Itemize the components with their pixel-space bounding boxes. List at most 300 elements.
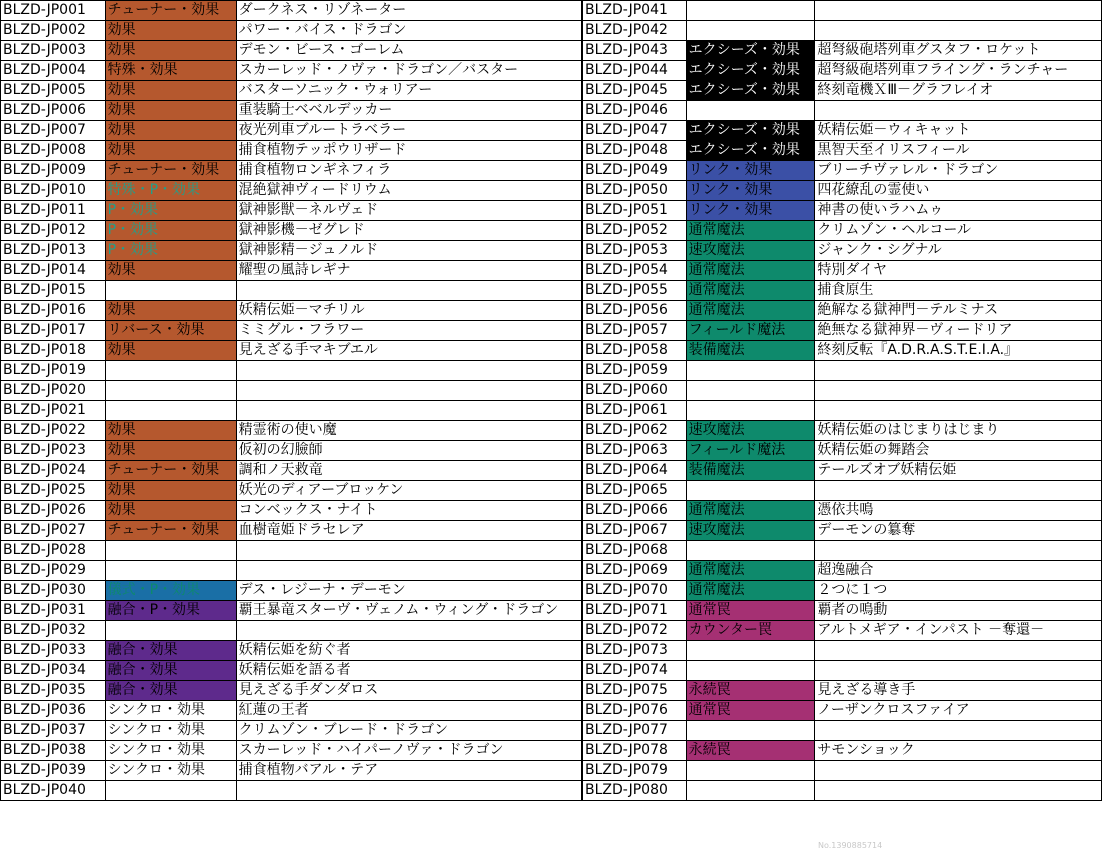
card-name-cell[interactable] — [815, 661, 1102, 681]
card-code-cell[interactable]: BLZD-JP029 — [1, 561, 106, 581]
card-name-cell[interactable]: ミミグル・フラワー — [236, 321, 581, 341]
card-code-cell[interactable]: BLZD-JP068 — [583, 541, 687, 561]
card-type-cell[interactable] — [105, 281, 236, 301]
table-row[interactable] — [583, 141, 1102, 161]
card-code-cell[interactable]: BLZD-JP050 — [583, 181, 687, 201]
card-name-cell[interactable]: 紅蓮の王者 — [236, 701, 581, 721]
card-name-cell[interactable]: スカーレッド・ノヴァ・ドラゴン／バスター — [236, 61, 581, 81]
card-type-cell[interactable] — [686, 761, 815, 781]
card-type-cell[interactable]: 融合・効果 — [105, 661, 236, 681]
card-name-cell[interactable]: 超弩級砲塔列車グスタフ・ロケット — [815, 41, 1102, 61]
card-name-cell[interactable]: 妖精伝姫の舞踏会 — [815, 441, 1102, 461]
card-code-cell[interactable]: BLZD-JP069 — [583, 561, 687, 581]
card-code-cell[interactable]: BLZD-JP063 — [583, 441, 687, 461]
card-code-cell[interactable]: BLZD-JP010 — [1, 181, 106, 201]
card-name-cell[interactable]: サモンショック — [815, 741, 1102, 761]
card-code-cell[interactable]: BLZD-JP066 — [583, 501, 687, 521]
card-name-cell[interactable]: 見えざる手マキブエル — [236, 341, 581, 361]
card-name-cell[interactable]: クリムゾン・ブレード・ドラゴン — [236, 721, 581, 741]
table-row[interactable] — [583, 1, 1102, 21]
card-type-cell[interactable] — [105, 541, 236, 561]
card-name-cell[interactable]: 捕食植物ロンギネフィラ — [236, 161, 581, 181]
card-name-cell[interactable]: 黒智天至イリスフィール — [815, 141, 1102, 161]
table-row[interactable] — [583, 21, 1102, 41]
table-row[interactable] — [583, 381, 1102, 401]
card-code-cell[interactable]: BLZD-JP072 — [583, 621, 687, 641]
card-type-cell[interactable] — [686, 101, 815, 121]
card-type-cell[interactable]: シンクロ・効果 — [105, 701, 236, 721]
table-row[interactable] — [583, 701, 1102, 721]
card-code-cell[interactable]: BLZD-JP019 — [1, 361, 106, 381]
card-type-cell[interactable]: 装備魔法 — [686, 341, 815, 361]
card-code-cell[interactable]: BLZD-JP043 — [583, 41, 687, 61]
card-type-cell[interactable]: シンクロ・効果 — [105, 761, 236, 781]
card-type-cell[interactable]: 永続罠 — [686, 681, 815, 701]
card-code-cell[interactable]: BLZD-JP055 — [583, 281, 687, 301]
card-type-cell[interactable]: シンクロ・効果 — [105, 721, 236, 741]
card-name-cell[interactable]: ダークネス・リゾネーター — [236, 1, 581, 21]
card-code-cell[interactable]: BLZD-JP013 — [1, 241, 106, 261]
card-type-cell[interactable]: 通常罠 — [686, 601, 815, 621]
table-row[interactable] — [583, 721, 1102, 741]
card-type-cell[interactable]: 効果 — [105, 101, 236, 121]
card-code-cell[interactable]: BLZD-JP042 — [583, 21, 687, 41]
card-code-cell[interactable]: BLZD-JP048 — [583, 141, 687, 161]
card-type-cell[interactable] — [686, 381, 815, 401]
table-row[interactable] — [583, 181, 1102, 201]
card-type-cell[interactable]: 効果 — [105, 261, 236, 281]
card-name-cell[interactable]: 血樹竜姫ドラセレア — [236, 521, 581, 541]
table-row[interactable] — [1, 781, 582, 801]
table-row[interactable] — [583, 681, 1102, 701]
table-row[interactable] — [583, 241, 1102, 261]
card-code-cell[interactable]: BLZD-JP074 — [583, 661, 687, 681]
card-type-cell[interactable]: 速攻魔法 — [686, 241, 815, 261]
card-name-cell[interactable]: スカーレッド・ハイパーノヴァ・ドラゴン — [236, 741, 581, 761]
card-name-cell[interactable]: クリムゾン・ヘルコール — [815, 221, 1102, 241]
card-code-cell[interactable]: BLZD-JP008 — [1, 141, 106, 161]
table-row[interactable] — [583, 641, 1102, 661]
card-code-cell[interactable]: BLZD-JP023 — [1, 441, 106, 461]
card-type-cell[interactable]: 通常魔法 — [686, 501, 815, 521]
card-type-cell[interactable]: 特殊・効果 — [105, 61, 236, 81]
table-row[interactable] — [583, 321, 1102, 341]
table-row[interactable] — [583, 741, 1102, 761]
card-name-cell[interactable] — [815, 361, 1102, 381]
table-row[interactable] — [583, 561, 1102, 581]
card-type-cell[interactable]: 通常魔法 — [686, 281, 815, 301]
card-code-cell[interactable]: BLZD-JP035 — [1, 681, 106, 701]
card-code-cell[interactable]: BLZD-JP030 — [1, 581, 106, 601]
table-row[interactable] — [1, 201, 582, 221]
table-row[interactable] — [1, 441, 582, 461]
table-row[interactable] — [583, 301, 1102, 321]
table-row[interactable] — [1, 141, 582, 161]
card-name-cell[interactable]: 妖精伝姫－マチリル — [236, 301, 581, 321]
table-row[interactable] — [1, 681, 582, 701]
card-type-cell[interactable] — [105, 561, 236, 581]
table-row[interactable] — [583, 341, 1102, 361]
card-code-cell[interactable]: BLZD-JP027 — [1, 521, 106, 541]
card-type-cell[interactable]: 効果 — [105, 21, 236, 41]
table-row[interactable] — [583, 261, 1102, 281]
table-row[interactable] — [1, 741, 582, 761]
card-name-cell[interactable] — [236, 621, 581, 641]
card-type-cell[interactable]: 効果 — [105, 301, 236, 321]
table-row[interactable] — [583, 521, 1102, 541]
card-type-cell[interactable] — [105, 381, 236, 401]
table-row[interactable] — [1, 1, 582, 21]
card-type-cell[interactable]: 速攻魔法 — [686, 421, 815, 441]
card-name-cell[interactable]: 見えざる手ダンダロス — [236, 681, 581, 701]
table-row[interactable] — [1, 641, 582, 661]
card-type-cell[interactable] — [686, 541, 815, 561]
table-row[interactable] — [583, 221, 1102, 241]
card-name-cell[interactable]: 妖光のディアーブロッケン — [236, 481, 581, 501]
card-type-cell[interactable]: カウンター罠 — [686, 621, 815, 641]
card-name-cell[interactable] — [815, 781, 1102, 801]
card-type-cell[interactable] — [686, 361, 815, 381]
card-code-cell[interactable]: BLZD-JP003 — [1, 41, 106, 61]
card-type-cell[interactable]: 装備魔法 — [686, 461, 815, 481]
card-code-cell[interactable]: BLZD-JP078 — [583, 741, 687, 761]
table-row[interactable] — [1, 181, 582, 201]
card-name-cell[interactable]: 妖精伝姫を紡ぐ者 — [236, 641, 581, 661]
table-row[interactable] — [1, 221, 582, 241]
card-name-cell[interactable] — [236, 381, 581, 401]
table-row[interactable] — [1, 121, 582, 141]
card-name-cell[interactable]: 四花繚乱の霊使い — [815, 181, 1102, 201]
card-type-cell[interactable] — [686, 481, 815, 501]
card-type-cell[interactable]: エクシーズ・効果 — [686, 81, 815, 101]
card-type-cell[interactable]: 通常魔法 — [686, 561, 815, 581]
card-code-cell[interactable]: BLZD-JP037 — [1, 721, 106, 741]
card-type-cell[interactable]: P・効果 — [105, 201, 236, 221]
card-code-cell[interactable]: BLZD-JP038 — [1, 741, 106, 761]
card-name-cell[interactable] — [815, 101, 1102, 121]
card-type-cell[interactable]: リンク・効果 — [686, 201, 815, 221]
card-code-cell[interactable]: BLZD-JP077 — [583, 721, 687, 741]
card-type-cell[interactable]: 効果 — [105, 501, 236, 521]
card-name-cell[interactable]: ２つに１つ — [815, 581, 1102, 601]
card-code-cell[interactable]: BLZD-JP009 — [1, 161, 106, 181]
table-row[interactable] — [583, 281, 1102, 301]
card-code-cell[interactable]: BLZD-JP080 — [583, 781, 687, 801]
card-code-cell[interactable]: BLZD-JP076 — [583, 701, 687, 721]
card-name-cell[interactable]: デーモンの簒奪 — [815, 521, 1102, 541]
card-name-cell[interactable]: 混絶獄神ヴィードリウム — [236, 181, 581, 201]
card-type-cell[interactable]: シンクロ・効果 — [105, 741, 236, 761]
card-name-cell[interactable]: 神書の使いラハムゥ — [815, 201, 1102, 221]
card-name-cell[interactable]: テールズオブ妖精伝姫 — [815, 461, 1102, 481]
card-type-cell[interactable]: 速攻魔法 — [686, 521, 815, 541]
card-name-cell[interactable]: 絶無なる獄神界－ヴィードリア — [815, 321, 1102, 341]
card-name-cell[interactable]: 夜光列車ブルートラベラー — [236, 121, 581, 141]
card-name-cell[interactable] — [815, 481, 1102, 501]
card-code-cell[interactable]: BLZD-JP040 — [1, 781, 106, 801]
table-row[interactable] — [583, 661, 1102, 681]
card-name-cell[interactable]: 絶解なる獄神門－テルミナス — [815, 301, 1102, 321]
card-type-cell[interactable] — [686, 641, 815, 661]
card-type-cell[interactable] — [686, 21, 815, 41]
table-row[interactable] — [583, 761, 1102, 781]
table-row[interactable] — [1, 561, 582, 581]
card-type-cell[interactable]: 効果 — [105, 441, 236, 461]
card-type-cell[interactable]: 効果 — [105, 421, 236, 441]
card-code-cell[interactable]: BLZD-JP067 — [583, 521, 687, 541]
card-name-cell[interactable] — [236, 541, 581, 561]
card-name-cell[interactable] — [236, 561, 581, 581]
table-row[interactable] — [583, 481, 1102, 501]
card-name-cell[interactable]: 終刻竜機ＸⅢ－グラフレイオ — [815, 81, 1102, 101]
card-type-cell[interactable]: フィールド魔法 — [686, 441, 815, 461]
table-row[interactable] — [583, 121, 1102, 141]
table-row[interactable] — [583, 61, 1102, 81]
card-code-cell[interactable]: BLZD-JP064 — [583, 461, 687, 481]
card-code-cell[interactable]: BLZD-JP018 — [1, 341, 106, 361]
table-row[interactable] — [1, 581, 582, 601]
card-code-cell[interactable]: BLZD-JP024 — [1, 461, 106, 481]
card-name-cell[interactable] — [815, 1, 1102, 21]
table-row[interactable] — [583, 81, 1102, 101]
card-type-cell[interactable]: リバース・効果 — [105, 321, 236, 341]
card-type-cell[interactable]: エクシーズ・効果 — [686, 41, 815, 61]
card-name-cell[interactable] — [236, 281, 581, 301]
card-code-cell[interactable]: BLZD-JP060 — [583, 381, 687, 401]
card-code-cell[interactable]: BLZD-JP021 — [1, 401, 106, 421]
card-name-cell[interactable] — [815, 381, 1102, 401]
card-type-cell[interactable]: エクシーズ・効果 — [686, 141, 815, 161]
card-type-cell[interactable]: 効果 — [105, 81, 236, 101]
card-type-cell[interactable]: 通常魔法 — [686, 301, 815, 321]
card-name-cell[interactable]: 獄神影精－ジュノルド — [236, 241, 581, 261]
card-type-cell[interactable] — [686, 1, 815, 21]
card-name-cell[interactable]: 獄神影獣－ネルヴェド — [236, 201, 581, 221]
card-name-cell[interactable] — [815, 721, 1102, 741]
card-code-cell[interactable]: BLZD-JP079 — [583, 761, 687, 781]
card-code-cell[interactable]: BLZD-JP012 — [1, 221, 106, 241]
table-row[interactable] — [583, 781, 1102, 801]
card-type-cell[interactable]: 通常魔法 — [686, 261, 815, 281]
table-row[interactable] — [1, 401, 582, 421]
table-row[interactable] — [583, 41, 1102, 61]
card-type-cell[interactable]: チューナー・効果 — [105, 521, 236, 541]
card-type-cell[interactable]: チューナー・効果 — [105, 161, 236, 181]
card-code-cell[interactable]: BLZD-JP049 — [583, 161, 687, 181]
card-code-cell[interactable]: BLZD-JP014 — [1, 261, 106, 281]
card-code-cell[interactable]: BLZD-JP004 — [1, 61, 106, 81]
card-name-cell[interactable]: デモン・ビース・ゴーレム — [236, 41, 581, 61]
card-name-cell[interactable]: パワー・バイス・ドラゴン — [236, 21, 581, 41]
card-name-cell[interactable]: 調和ノ天救竜 — [236, 461, 581, 481]
card-code-cell[interactable]: BLZD-JP058 — [583, 341, 687, 361]
card-type-cell[interactable] — [105, 401, 236, 421]
table-row[interactable] — [1, 281, 582, 301]
card-code-cell[interactable]: BLZD-JP065 — [583, 481, 687, 501]
table-row[interactable] — [1, 661, 582, 681]
card-type-cell[interactable] — [686, 401, 815, 421]
table-row[interactable] — [583, 421, 1102, 441]
card-name-cell[interactable]: 耀聖の風詩レギナ — [236, 261, 581, 281]
table-row[interactable] — [1, 341, 582, 361]
card-code-cell[interactable]: BLZD-JP046 — [583, 101, 687, 121]
table-row[interactable] — [583, 621, 1102, 641]
card-type-cell[interactable] — [686, 661, 815, 681]
card-name-cell[interactable]: 精霊術の使い魔 — [236, 421, 581, 441]
card-code-cell[interactable]: BLZD-JP032 — [1, 621, 106, 641]
table-row[interactable] — [1, 241, 582, 261]
table-row[interactable] — [583, 361, 1102, 381]
card-name-cell[interactable]: バスターソニック・ウォリアー — [236, 81, 581, 101]
card-code-cell[interactable]: BLZD-JP006 — [1, 101, 106, 121]
card-name-cell[interactable]: アルトメギア・インパスト －奪還－ — [815, 621, 1102, 641]
card-type-cell[interactable]: リンク・効果 — [686, 161, 815, 181]
table-row[interactable] — [1, 421, 582, 441]
card-name-cell[interactable] — [815, 401, 1102, 421]
card-type-cell[interactable] — [105, 361, 236, 381]
card-type-cell[interactable]: 儀式・P・効果 — [105, 581, 236, 601]
card-name-cell[interactable]: 特別ダイヤ — [815, 261, 1102, 281]
card-type-cell[interactable] — [686, 781, 815, 801]
card-name-cell[interactable]: ノーザンクロスファイア — [815, 701, 1102, 721]
table-row[interactable] — [1, 41, 582, 61]
card-code-cell[interactable]: BLZD-JP001 — [1, 1, 106, 21]
card-code-cell[interactable]: BLZD-JP033 — [1, 641, 106, 661]
table-row[interactable] — [1, 101, 582, 121]
card-name-cell[interactable]: ブリーチヴァレル・ドラゴン — [815, 161, 1102, 181]
card-code-cell[interactable]: BLZD-JP017 — [1, 321, 106, 341]
table-row[interactable] — [1, 501, 582, 521]
table-row[interactable] — [1, 761, 582, 781]
card-type-cell[interactable]: リンク・効果 — [686, 181, 815, 201]
card-code-cell[interactable]: BLZD-JP025 — [1, 481, 106, 501]
card-name-cell[interactable]: 獄神影機－ゼグレド — [236, 221, 581, 241]
card-code-cell[interactable]: BLZD-JP057 — [583, 321, 687, 341]
card-name-cell[interactable] — [815, 21, 1102, 41]
card-code-cell[interactable]: BLZD-JP031 — [1, 601, 106, 621]
card-type-cell[interactable]: 効果 — [105, 41, 236, 61]
card-type-cell[interactable]: 融合・P・効果 — [105, 601, 236, 621]
card-type-cell[interactable]: 通常罠 — [686, 701, 815, 721]
table-row[interactable] — [1, 81, 582, 101]
card-name-cell[interactable]: 憑依共鳴 — [815, 501, 1102, 521]
card-name-cell[interactable]: 捕食植物テッポウリザード — [236, 141, 581, 161]
table-row[interactable] — [1, 621, 582, 641]
card-type-cell[interactable]: 特殊・P・効果 — [105, 181, 236, 201]
table-row[interactable] — [1, 361, 582, 381]
card-type-cell[interactable]: P・効果 — [105, 241, 236, 261]
card-code-cell[interactable]: BLZD-JP062 — [583, 421, 687, 441]
card-type-cell[interactable]: 通常魔法 — [686, 221, 815, 241]
card-code-cell[interactable]: BLZD-JP073 — [583, 641, 687, 661]
card-name-cell[interactable]: 妖精伝姫－ウィキャット — [815, 121, 1102, 141]
card-type-cell[interactable]: 通常魔法 — [686, 581, 815, 601]
card-code-cell[interactable]: BLZD-JP026 — [1, 501, 106, 521]
table-row[interactable] — [1, 481, 582, 501]
table-row[interactable] — [1, 721, 582, 741]
card-name-cell[interactable] — [815, 641, 1102, 661]
card-type-cell[interactable]: エクシーズ・効果 — [686, 61, 815, 81]
table-row[interactable] — [1, 301, 582, 321]
card-code-cell[interactable]: BLZD-JP005 — [1, 81, 106, 101]
card-name-cell[interactable]: 重装騎士ベベルデッカー — [236, 101, 581, 121]
card-code-cell[interactable]: BLZD-JP054 — [583, 261, 687, 281]
card-name-cell[interactable]: 妖精伝姫を語る者 — [236, 661, 581, 681]
card-code-cell[interactable]: BLZD-JP041 — [583, 1, 687, 21]
card-name-cell[interactable] — [236, 361, 581, 381]
card-code-cell[interactable]: BLZD-JP039 — [1, 761, 106, 781]
card-code-cell[interactable]: BLZD-JP045 — [583, 81, 687, 101]
table-row[interactable] — [583, 461, 1102, 481]
table-row[interactable] — [1, 541, 582, 561]
card-code-cell[interactable]: BLZD-JP051 — [583, 201, 687, 221]
card-type-cell[interactable]: 効果 — [105, 481, 236, 501]
card-code-cell[interactable]: BLZD-JP002 — [1, 21, 106, 41]
table-row[interactable] — [1, 461, 582, 481]
card-name-cell[interactable]: 仮初の幻臉師 — [236, 441, 581, 461]
card-name-cell[interactable] — [236, 781, 581, 801]
table-row[interactable] — [583, 501, 1102, 521]
card-code-cell[interactable]: BLZD-JP075 — [583, 681, 687, 701]
card-name-cell[interactable]: 覇王暴竜スターヴ・ヴェノム・ウィング・ドラゴン — [236, 601, 581, 621]
card-name-cell[interactable]: 捕食原生 — [815, 281, 1102, 301]
card-type-cell[interactable]: 効果 — [105, 341, 236, 361]
card-type-cell[interactable]: エクシーズ・効果 — [686, 121, 815, 141]
card-name-cell[interactable]: 見えざる導き手 — [815, 681, 1102, 701]
table-row[interactable] — [1, 521, 582, 541]
card-name-cell[interactable]: ジャンク・シグナル — [815, 241, 1102, 261]
card-code-cell[interactable]: BLZD-JP028 — [1, 541, 106, 561]
card-name-cell[interactable] — [236, 401, 581, 421]
card-code-cell[interactable]: BLZD-JP052 — [583, 221, 687, 241]
card-name-cell[interactable]: 捕食植物バアル・テア — [236, 761, 581, 781]
card-code-cell[interactable]: BLZD-JP059 — [583, 361, 687, 381]
table-row[interactable] — [583, 541, 1102, 561]
table-row[interactable] — [1, 381, 582, 401]
table-row[interactable] — [583, 201, 1102, 221]
card-type-cell[interactable]: フィールド魔法 — [686, 321, 815, 341]
table-row[interactable] — [1, 261, 582, 281]
table-row[interactable] — [1, 21, 582, 41]
table-row[interactable] — [583, 101, 1102, 121]
card-type-cell[interactable]: チューナー・効果 — [105, 1, 236, 21]
card-code-cell[interactable]: BLZD-JP011 — [1, 201, 106, 221]
table-row[interactable] — [1, 601, 582, 621]
card-type-cell[interactable]: 融合・効果 — [105, 681, 236, 701]
card-name-cell[interactable]: 妖精伝姫のはじまりはじまり — [815, 421, 1102, 441]
card-type-cell[interactable]: 融合・効果 — [105, 641, 236, 661]
card-name-cell[interactable]: 終刻反転『A.D.R.A.S.T.E.I.A.』 — [815, 341, 1102, 361]
card-code-cell[interactable]: BLZD-JP044 — [583, 61, 687, 81]
card-name-cell[interactable] — [815, 761, 1102, 781]
card-name-cell[interactable]: デス・レジーナ・デーモン — [236, 581, 581, 601]
card-type-cell[interactable]: P・効果 — [105, 221, 236, 241]
card-type-cell[interactable]: 効果 — [105, 121, 236, 141]
card-name-cell[interactable]: 覇者の鳴動 — [815, 601, 1102, 621]
table-row[interactable] — [583, 441, 1102, 461]
table-row[interactable] — [1, 321, 582, 341]
card-code-cell[interactable]: BLZD-JP056 — [583, 301, 687, 321]
card-code-cell[interactable]: BLZD-JP071 — [583, 601, 687, 621]
table-row[interactable] — [1, 61, 582, 81]
table-row[interactable] — [583, 161, 1102, 181]
card-code-cell[interactable]: BLZD-JP036 — [1, 701, 106, 721]
card-code-cell[interactable]: BLZD-JP022 — [1, 421, 106, 441]
card-code-cell[interactable]: BLZD-JP015 — [1, 281, 106, 301]
card-name-cell[interactable] — [815, 541, 1102, 561]
card-type-cell[interactable]: チューナー・効果 — [105, 461, 236, 481]
card-code-cell[interactable]: BLZD-JP034 — [1, 661, 106, 681]
